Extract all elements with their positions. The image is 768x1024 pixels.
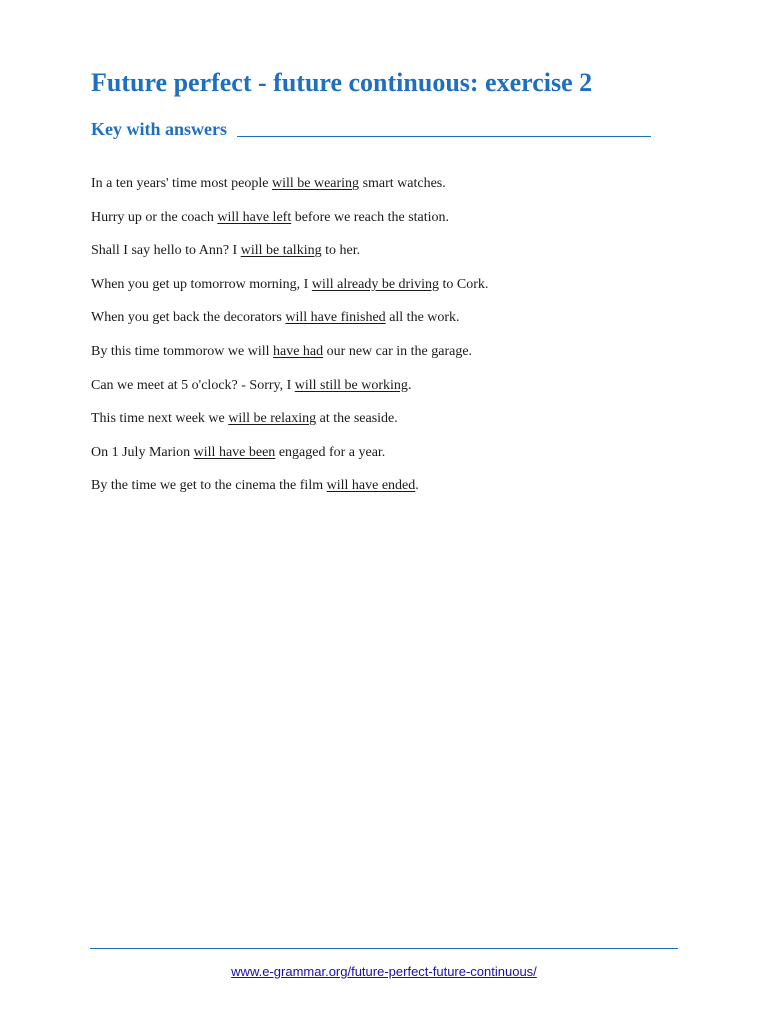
answer-list xyxy=(91,174,488,510)
sentence-before: By this time tommorow we will xyxy=(91,343,273,359)
sentence-after: engaged for a year. xyxy=(275,444,386,460)
sentence-before: Can we meet at 5 o'clock? - Sorry, I xyxy=(91,377,295,393)
sentence-after: our new car in the garage. xyxy=(323,343,473,359)
subtitle-underline xyxy=(237,136,651,137)
sentence-before: On 1 July Marion xyxy=(91,444,194,460)
sentence-after: all the work. xyxy=(385,310,460,326)
sentence-1 xyxy=(91,174,488,208)
answer-text: will have left xyxy=(217,209,292,225)
sentence-before: In a ten years' time most people xyxy=(91,176,272,191)
sentence-after: to Cork. xyxy=(439,276,489,292)
answer-text: will be relaxing xyxy=(228,411,317,427)
sentence-before: This time next week we xyxy=(91,411,229,427)
sentence-before: When you get up tomorrow morning, I xyxy=(91,276,312,292)
sentence-after: . xyxy=(415,478,419,494)
sentence-2 xyxy=(91,208,488,242)
answer-text: will be wearing xyxy=(271,176,360,191)
sentence-before: When you get back the decorators xyxy=(91,310,286,326)
sentence-after: smart watches. xyxy=(359,176,446,191)
subtitle-row xyxy=(91,119,651,140)
answer-text: will be talking xyxy=(240,243,322,259)
sentence-after: to her. xyxy=(321,243,361,259)
sentence-after: before we reach the station. xyxy=(291,209,450,225)
sentence-after: at the seaside. xyxy=(316,411,398,427)
sentence-4 xyxy=(91,275,488,309)
sentence-8 xyxy=(91,409,488,443)
sentence-9 xyxy=(91,443,488,477)
answer-text: will already be driving xyxy=(311,276,439,292)
footer-link[interactable]: www.e-grammar.org/future-perfect-future-continuous/ xyxy=(231,964,537,979)
footer-divider xyxy=(90,948,678,949)
answer-text: will still be working xyxy=(294,377,408,393)
subtitle: Key with answers xyxy=(91,119,227,139)
answer-text: have had xyxy=(273,343,324,359)
sentence-7 xyxy=(91,376,488,410)
sentence-6 xyxy=(91,342,488,376)
sentence-5 xyxy=(91,308,488,342)
answer-text: will have been xyxy=(193,444,276,460)
sentence-before: Hurry up or the coach xyxy=(91,209,218,225)
sentence-10 xyxy=(91,476,488,510)
answer-text: will have ended xyxy=(326,478,416,494)
page-title: Future perfect - future continuous: exercise 2 xyxy=(91,68,593,97)
sentence-before: By the time we get to the cinema the film xyxy=(91,478,327,494)
sentence-after: . xyxy=(407,377,412,393)
sentence-3 xyxy=(91,241,488,275)
sentence-before: Shall I say hello to Ann? I xyxy=(91,243,241,259)
answer-text: will have finished xyxy=(285,310,386,326)
